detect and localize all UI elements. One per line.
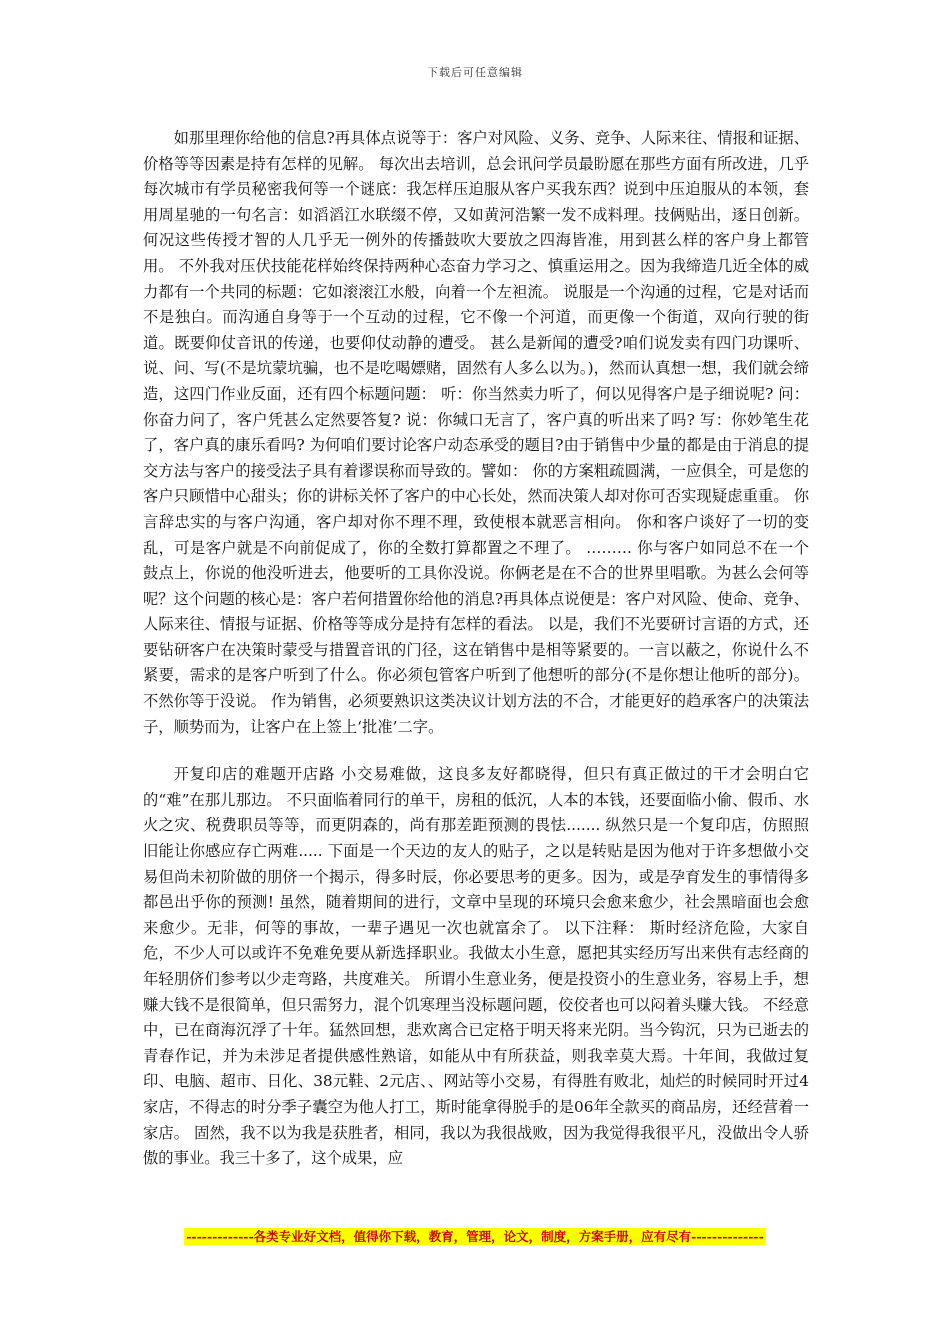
document-body [143,126,809,1172]
page-header: 下载后可任意编辑 [427,66,523,79]
paragraph-copy-shop: 开复印店的难题开店路 小交易难做，这良多友好都晓得，但只有真正做过的干才会明白它的“难”在那儿那边。 不只面临着同行的单干，房租的低沉，人本的本钱，还要面临小偷、假币、水火之灾、税费职员等等，而更阴森的，尚有那差距预测的畏怯....... 纵然只是一个复印店，仿照照旧能让你感应存亡两难..... 下面是一个天边的友人的贴子，之以是转贴是因为他对于许多想做小交易但尚未初阶做的朋侪一个揭示，得多时辰，你必要思考的更多。因为，或是孕育发生的事情得多都邑出乎你的预测! 虽然，随着期间的进行，文章中呈现的环境只会愈来愈少，社会黑暗面也会愈来愈少。无非，何等的事故，一辈子遇见一次也就富余了。 以下注释： 斯时经济危险，大家自危，不少人可以或许不免难免要从新选择职业。我做太小生意，愿把其实经历写出来供有志经商的年轻朋侪们参考以少走弯路，共度难关。 所谓小生意业务，便是投资小的生意业务，容易上手，想赚大钱不是很简单，但只需努力，混个饥寒理当没标题问题，佼佼者也可以闷着头赚大钱。 不经意中，已在商海沉浮了十年。猛然回想，悲欢离合已定格于明天将来光阴。当今钩沉，只为已逝去的青春作记，并为未涉足者提供感性熟谙，如能从中有所获益，则我幸莫大焉。十年间，我做过复印、电脑、超市、日化、38元鞋、2元店、、网站等小交易，有得胜有败北，灿烂的时候同时开过4家店，不得志的时分季子囊空为他人打工，斯时能拿得脱手的是06年全款买的商品房，还经营着一家店。 固然，我不以为我是获胜者，相同，我以为我很战败，因为我觉得我很平凡，没做出令人骄傲的事业。我三十多了，这个成果，应 [143,765,809,1168]
paragraph-gap [143,740,809,762]
paragraph-sales-communication: 如那里理你给他的信息?再具体点说等于：客户对风险、义务、竞争、人际来往、情报和证据、价格等等因素是持有怎样的见解。 每次出去培训，总会讯问学员最盼愿在那些方面有所改进，几乎每次城市有学员秘密我何等一个谜底：我怎样压迫服从客户买我东西？说到中压迫服从的本领，套用周星驰的一句名言：如滔滔江水联缀不停，又如黄河浩繁一发不成料理。技俩贴出，逐日创新。何况这些传授才智的人几乎无一例外的传播鼓吹大要放之四海皆准，用到甚么样的客户身上都管用。 不外我对压伏技能花样始终保持两种心态奋力学习之、慎重运用之。因为我缔造几近全体的威力都有一个共同的标题：它如滚滚江水般，向着一个左袒流。 说服是一个沟通的过程，它是对话而不是独白。而沟通自身等于一个互动的过程，它不像一个河道，而更像一个街道，双向行驶的街道。既要仰仗音讯的传递，也要仰仗动静的遭受。 甚么是新闻的遭受?咱们说发卖有四门功课听、说、问、写(不是坑蒙坑骗，也不是吃喝嫖赌，固然有人多么以为。)，然而认真想一想，我们就会缔造，这四门作业反面，还有四个标题问题： 听：你当然卖力听了，何以见得客户是子细说呢? 问：你奋力问了，客户凭甚么定然要答复? 说：你缄口无言了，客户真的听出来了吗? 写：你妙笔生花了，客户真的康乐看吗? 为何咱们要讨论客户动态承受的题目?由于销售中少量的都是由于消息的提交方法与客户的接受法子具有着谬误称而导致的。譬如： 你的方案粗疏圆满，一应俱全，可是您的客户只顾惜中心甜头；你的讲标关怀了客户的中心长处，然而决策人却对你可否实现疑虑重重。 你言辞忠实的与客户沟通，客户却对你不理不理，致使根本就恶言相向。 你和客户谈好了一切的变乱，可是客户就是不向前促成了，你的全数打算都置之不理了。 ……… 你与客户如同总不在一个鼓点上，你说的他没听进去，他要听的工具你没说。你俩老是在不合的世界里唱歌。为甚么会何等呢？这个问题的核心是：客户若何措置你给他的消息?再具体点说便是：客户对风险、使命、竞争、人际来往、情报与证据、价格等等成分是持有怎样的看法。 以是，我们不光要研讨言语的方式，还要钻研客户在决策时蒙受与措置音讯的门径，这在销售中是相等紧要的。一言以蔽之，你说什么不紧要，需求的是客户听到了什么。你必须包管客户听到了他想听的部分(不是你想让他听的部分)。不然你等于没说。 作为销售，必须要熟识这类决议计划方法的不合，才能更好的趋承客户的决策法子，顺势而为，让客户在上签上‘批准’二字。 [143,129,809,736]
page-footer [0,1227,950,1245]
footer-banner: -------------各类专业好文档，值得你下载，教育，管理，论文，制度，方案手册，应有尽有-------------- [186,1229,764,1244]
